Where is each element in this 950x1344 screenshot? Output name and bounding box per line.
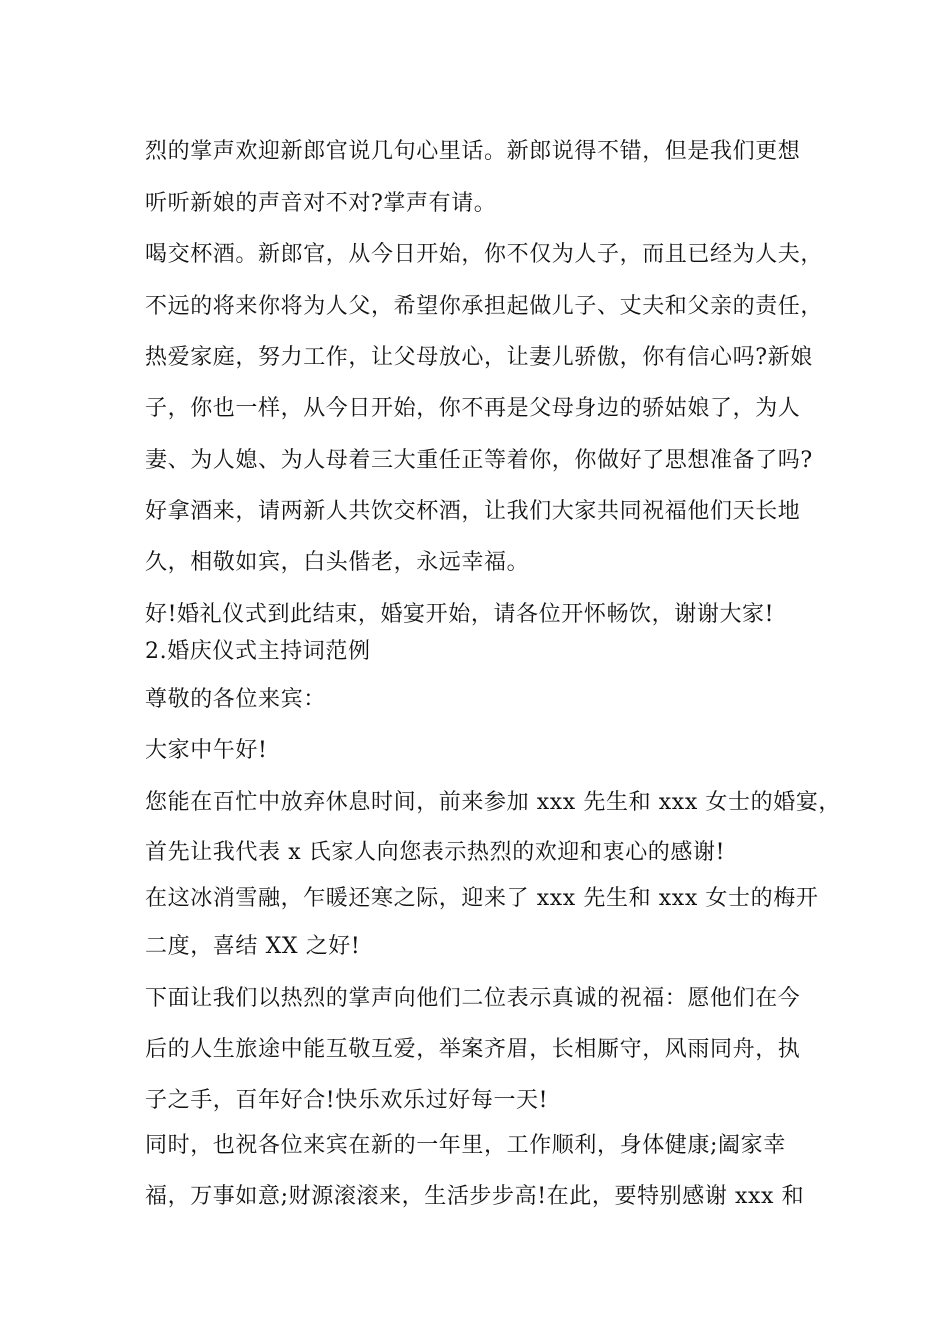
text-line: 不远的将来你将为人父，希望你承担起做儿子、丈夫和父亲的责任， (145, 294, 824, 319)
text-line: 后的人生旅途中能互敬互爱，举案齐眉，长相厮守，风雨同舟，执 (145, 1037, 801, 1062)
text-line: 您能在百忙中放弃休息时间，前来参加 xxx 先生和 xxx 女士的婚宴， (145, 790, 842, 815)
section-heading: 2.婚庆仪式主持词范例 (145, 639, 371, 664)
text-line: 下面让我们以热烈的掌声向他们二位表示真诚的祝福：愿他们在今 (145, 986, 801, 1011)
text-line: 二度，喜结 XX 之好! (145, 934, 361, 959)
text-line: 热爱家庭，努力工作，让父母放心，让妻儿骄傲，你有信心吗?新娘 (145, 345, 813, 370)
text-line: 子之手，百年好合!快乐欢乐过好每一天! (145, 1088, 549, 1113)
text-line: 福，万事如意;财源滚滚来，生活步步高!在此，要特别感谢 xxx 和 (145, 1184, 805, 1209)
text-line: 好拿酒来，请两新人共饮交杯酒，让我们大家共同祝福他们天长地 (145, 499, 801, 524)
text-line: 喝交杯酒。新郎官，从今日开始，你不仅为人子，而且已经为人夫， (145, 242, 824, 267)
text-line: 听听新娘的声音对不对?掌声有请。 (145, 191, 497, 216)
text-line: 首先让我代表 x 氏家人向您表示热烈的欢迎和衷心的感谢! (145, 840, 726, 865)
text-line: 妻、为人媳、为人母着三大重任正等着你，你做好了思想准备了吗? (145, 448, 813, 473)
text-line: 尊敬的各位来宾： (145, 687, 326, 712)
text-line: 在这冰消雪融，乍暖还寒之际，迎来了 xxx 先生和 xxx 女士的梅开 (145, 886, 819, 911)
text-line: 烈的掌声欢迎新郎官说几句心里话。新郎说得不错，但是我们更想 (145, 139, 801, 164)
text-line: 久，相敬如宾，白头偕老，永远幸福。 (145, 550, 530, 575)
text-line: 大家中午好! (145, 738, 268, 763)
text-line: 同时，也祝各位来宾在新的一年里，工作顺利，身体健康;阖家幸 (145, 1133, 786, 1158)
text-line: 好!婚礼仪式到此结束，婚宴开始，请各位开怀畅饮，谢谢大家! (145, 602, 775, 627)
text-line: 子，你也一样，从今日开始，你不再是父母身边的骄姑娘了，为人 (145, 396, 801, 421)
